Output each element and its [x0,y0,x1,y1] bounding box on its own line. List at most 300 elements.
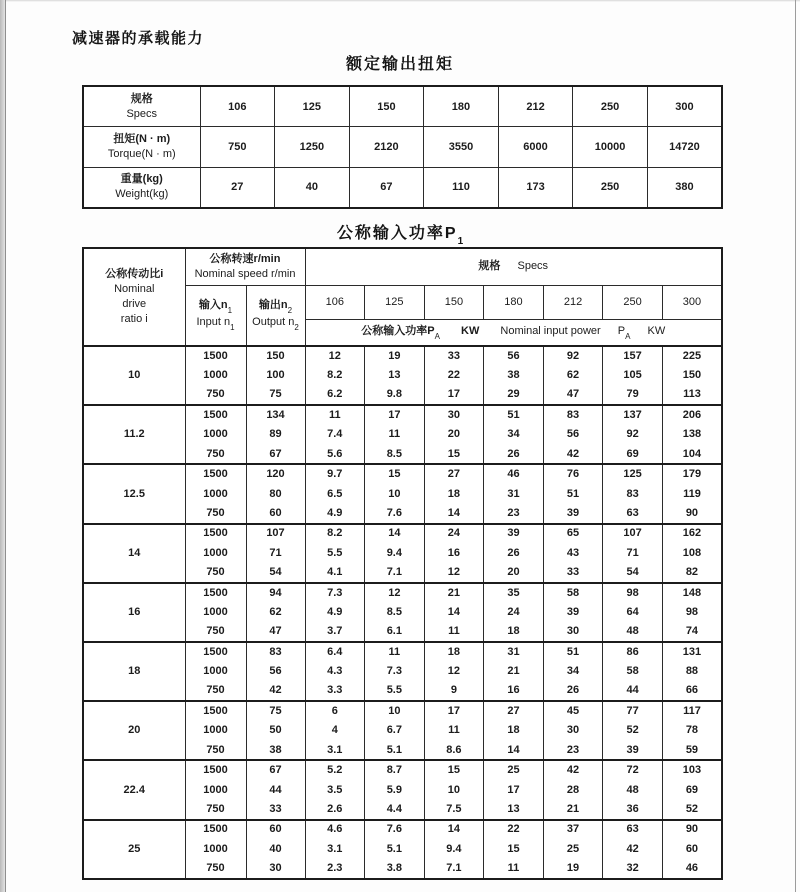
power-value-cell: 52 [662,800,722,820]
power-value-cell: 131 [662,642,722,662]
power-value-cell: 22 [424,366,484,386]
power-table [82,247,723,880]
spec-col-header: 300 [662,285,722,319]
spec-value-cell: 250 [573,167,648,208]
power-value-cell: 6.5 [305,484,365,504]
power-value-cell: 3.8 [365,859,425,879]
power-value-cell: 39 [484,524,544,544]
power-table-body [83,346,722,879]
row-label-zh: 扭矩(N · m) [113,133,171,146]
power-value-cell: 29 [484,385,544,405]
power-value-cell: 7.1 [424,859,484,879]
power-value-cell: 8.6 [424,741,484,761]
power-value-cell: 14 [424,820,484,840]
power-value-cell: 43 [543,543,603,563]
table-row [83,167,722,208]
power-value-cell: 71 [603,543,663,563]
power-value-cell: 4.3 [305,662,365,682]
row-label-zh: 规格 [130,92,153,105]
spec-value-cell: 180 [424,86,499,127]
power-value-cell: 46 [484,464,544,484]
power-value-cell: 3.5 [305,780,365,800]
spec-value-cell: 212 [498,86,573,127]
table-row [83,642,722,662]
power-value-cell: 14 [424,504,484,524]
input-speed-cell: 1000 [185,603,246,623]
spec-value-cell: 14720 [647,127,722,168]
power-value-cell: 2.3 [305,859,365,879]
power-value-cell: 8.7 [365,760,425,780]
spec-value-cell: 67 [349,167,424,208]
power-value-cell: 92 [543,346,603,366]
table-row [83,405,722,425]
power-value-cell: 18 [424,642,484,662]
spec-col-header: 212 [543,285,603,319]
power-value-cell: 33 [424,346,484,366]
power-value-cell: 51 [543,642,603,662]
power-value-cell: 3.1 [305,741,365,761]
table-row [83,583,722,603]
output-speed-cell: 100 [246,366,305,386]
power-value-cell: 69 [603,445,663,465]
power-table-title-text: 公称输入功率P [336,225,458,242]
input-speed-cell: 750 [185,741,246,761]
power-value-cell: 17 [424,701,484,721]
output-speed-cell: 47 [246,622,305,642]
power-value-cell: 64 [603,603,663,623]
ratio-cell: 12.5 [83,464,185,523]
row-label-en: Torque(N · m) [107,147,176,160]
table-row [83,346,722,366]
input-speed-cell: 1000 [185,721,246,741]
power-value-cell: 47 [543,385,603,405]
power-value-cell: 7.1 [365,563,425,583]
power-value-cell: 117 [662,701,722,721]
power-value-cell: 44 [603,681,663,701]
output-speed-cell: 89 [246,425,305,445]
power-value-cell: 18 [484,622,544,642]
spec-value-cell: 110 [424,167,499,208]
power-value-cell: 72 [603,760,663,780]
ratio-cell: 25 [83,820,185,879]
power-value-cell: 9.7 [305,464,365,484]
power-value-cell: 58 [603,662,663,682]
power-value-cell: 206 [662,405,722,425]
power-value-cell: 6 [305,701,365,721]
power-value-cell: 82 [662,563,722,583]
power-value-cell: 6.2 [305,385,365,405]
power-value-cell: 12 [424,662,484,682]
power-value-cell: 63 [603,504,663,524]
spec-value-cell: 106 [200,86,275,127]
spec-value-cell: 2120 [349,127,424,168]
power-value-cell: 78 [662,721,722,741]
power-value-cell: 4.1 [305,563,365,583]
power-value-cell: 51 [543,484,603,504]
input-speed-cell: 1000 [185,543,246,563]
power-value-cell: 42 [603,839,663,859]
input-speed-cell: 1500 [185,820,246,840]
ratio-cell: 11.2 [83,405,185,464]
power-value-cell: 10 [424,780,484,800]
power-value-cell: 103 [662,760,722,780]
output-speed-cell: 42 [246,681,305,701]
power-value-cell: 5.2 [305,760,365,780]
power-value-cell: 18 [484,721,544,741]
power-value-cell: 19 [365,346,425,366]
power-value-cell: 86 [603,642,663,662]
output-speed-cell: 80 [246,484,305,504]
ratio-cell: 14 [83,524,185,583]
power-value-cell: 21 [543,800,603,820]
power-value-cell: 30 [543,721,603,741]
output-speed-cell: 107 [246,524,305,544]
output-speed-cell: 67 [246,760,305,780]
spec-value-cell: 27 [200,167,275,208]
power-value-cell: 15 [484,839,544,859]
spec-value-cell: 1250 [275,127,350,168]
page-edge-right [795,0,796,892]
output-speed-cell: 56 [246,662,305,682]
output-speed-cell: 30 [246,859,305,879]
output-speed-cell: 50 [246,721,305,741]
power-value-cell: 8.2 [305,366,365,386]
output-speed-cell: 83 [246,642,305,662]
power-value-cell: 17 [424,385,484,405]
power-value-cell: 7.3 [305,583,365,603]
power-value-cell: 4.4 [365,800,425,820]
power-value-cell: 83 [603,484,663,504]
ratio-cell: 16 [83,583,185,642]
power-value-cell: 34 [484,425,544,445]
power-value-cell: 30 [424,405,484,425]
power-value-cell: 5.1 [365,839,425,859]
input-speed-cell: 1500 [185,760,246,780]
spec-col-header: 250 [603,285,663,319]
power-value-cell: 92 [603,425,663,445]
spec-col-header: 125 [365,285,425,319]
power-value-cell: 76 [543,464,603,484]
power-value-cell: 119 [662,484,722,504]
input-speed-cell: 750 [185,800,246,820]
power-value-cell: 105 [603,366,663,386]
power-value-cell: 9.4 [365,543,425,563]
power-value-cell: 5.5 [305,543,365,563]
power-value-cell: 98 [603,583,663,603]
power-value-cell: 26 [543,681,603,701]
power-value-cell: 8.5 [365,603,425,623]
input-speed-cell: 1500 [185,583,246,603]
power-value-cell: 16 [424,543,484,563]
output-speed-cell: 67 [246,445,305,465]
output-speed-cell: 94 [246,583,305,603]
power-value-cell: 7.6 [365,820,425,840]
torque-table-body [83,86,722,208]
power-value-cell: 27 [484,701,544,721]
output-speed-cell: 71 [246,543,305,563]
power-value-cell: 7.4 [305,425,365,445]
power-value-cell: 137 [603,405,663,425]
power-value-cell: 13 [484,800,544,820]
power-table-header [83,248,722,346]
power-value-cell: 18 [424,484,484,504]
power-value-cell: 10 [365,701,425,721]
power-value-cell: 98 [662,603,722,623]
power-value-cell: 17 [365,405,425,425]
specs-group-header: 规格 Specs [305,248,722,285]
power-value-cell: 90 [662,820,722,840]
power-value-cell: 162 [662,524,722,544]
power-value-cell: 11 [305,405,365,425]
power-value-cell: 66 [662,681,722,701]
ratio-cell: 22.4 [83,760,185,819]
power-unit-header: 公称输入功率$P_A$ KW Nominal input power $P_A$ KW [305,319,722,346]
power-value-cell: 7.6 [365,504,425,524]
power-value-cell: 52 [603,721,663,741]
table-row [83,127,722,168]
power-value-cell: 42 [543,445,603,465]
power-value-cell: 113 [662,385,722,405]
power-value-cell: 21 [484,662,544,682]
power-value-cell: 79 [603,385,663,405]
output-speed-cell: 75 [246,701,305,721]
power-value-cell: 157 [603,346,663,366]
spec-value-cell: 250 [573,86,648,127]
power-value-cell: 11 [424,622,484,642]
power-value-cell: 14 [365,524,425,544]
power-value-cell: 6.4 [305,642,365,662]
page-edge-top [0,0,800,2]
power-value-cell: 69 [662,780,722,800]
power-value-cell: 15 [424,445,484,465]
power-value-cell: 12 [305,346,365,366]
power-value-cell: 24 [424,524,484,544]
power-value-cell: 9 [424,681,484,701]
input-speed-cell: 750 [185,385,246,405]
speed-column-header: 公称转速r/min Nominal speed r/min [185,248,305,285]
power-value-cell: 107 [603,524,663,544]
output-speed-cell: 33 [246,800,305,820]
power-value-cell: 8.5 [365,445,425,465]
ratio-cell: 20 [83,701,185,760]
power-value-cell: 108 [662,543,722,563]
row-label-zh: 重量(kg) [120,173,163,186]
power-value-cell: 14 [424,603,484,623]
input-speed-cell: 1000 [185,425,246,445]
input-speed-cell: 750 [185,681,246,701]
input-speed-cell: 750 [185,563,246,583]
power-value-cell: 62 [543,366,603,386]
power-value-cell: 11 [365,425,425,445]
power-value-cell: 2.6 [305,800,365,820]
table-row [83,464,722,484]
power-value-cell: 37 [543,820,603,840]
input-speed-cell: 1000 [185,780,246,800]
power-value-cell: 83 [543,405,603,425]
power-value-cell: 25 [484,760,544,780]
power-value-cell: 56 [543,425,603,445]
input-speed-cell: 750 [185,859,246,879]
spec-col-header: 106 [305,285,365,319]
row-label-cell [83,127,200,168]
input-speed-cell: 1000 [185,366,246,386]
power-value-cell: 31 [484,484,544,504]
power-value-cell: 125 [603,464,663,484]
power-value-cell: 42 [543,760,603,780]
spec-col-header: 150 [424,285,484,319]
power-value-cell: 31 [484,642,544,662]
output-speed-cell: 40 [246,839,305,859]
input-speed-cell: 1500 [185,464,246,484]
output-speed-cell: 134 [246,405,305,425]
power-value-cell: 25 [543,839,603,859]
power-value-cell: 5.6 [305,445,365,465]
power-value-cell: 26 [484,543,544,563]
power-value-cell: 138 [662,425,722,445]
power-value-cell: 39 [543,603,603,623]
spec-value-cell: 173 [498,167,573,208]
power-value-cell: 148 [662,583,722,603]
power-value-cell: 6.1 [365,622,425,642]
power-value-cell: 4.9 [305,603,365,623]
power-value-cell: 7.3 [365,662,425,682]
power-value-cell: 51 [484,405,544,425]
power-value-cell: 17 [484,780,544,800]
torque-table-title: 额定输出扭矩 [345,56,454,73]
power-value-cell: 74 [662,622,722,642]
power-value-cell: 150 [662,366,722,386]
power-value-cell: 46 [662,859,722,879]
power-value-cell: 5.9 [365,780,425,800]
power-value-cell: 30 [543,622,603,642]
row-label-en: Weight(kg) [115,188,169,201]
power-value-cell: 3.7 [305,622,365,642]
power-value-cell: 12 [365,583,425,603]
power-value-cell: 26 [484,445,544,465]
power-value-cell: 38 [484,366,544,386]
torque-table [82,85,723,209]
power-value-cell: 15 [365,464,425,484]
input-speed-cell: 750 [185,504,246,524]
input-speed-cell: 1000 [185,484,246,504]
input-speed-cell: 1500 [185,346,246,366]
power-value-cell: 34 [543,662,603,682]
ratio-cell: 10 [83,346,185,405]
power-value-cell: 24 [484,603,544,623]
page-edge-left [0,0,6,892]
power-value-cell: 88 [662,662,722,682]
power-value-cell: 48 [603,622,663,642]
row-label-cell [83,167,200,208]
power-value-cell: 19 [543,859,603,879]
spec-value-cell: 40 [275,167,350,208]
row-label-cell [83,86,200,127]
power-value-cell: 48 [603,780,663,800]
power-value-cell: 20 [484,563,544,583]
power-value-cell: 39 [543,504,603,524]
table-row [83,701,722,721]
power-value-cell: 65 [543,524,603,544]
power-value-cell: 11 [424,721,484,741]
power-value-cell: 12 [424,563,484,583]
output-speed-cell: 120 [246,464,305,484]
input-speed-cell: 1500 [185,405,246,425]
power-table-title [0,220,800,248]
spec-value-cell: 380 [647,167,722,208]
spec-value-cell: 300 [647,86,722,127]
output-speed-cell: 44 [246,780,305,800]
power-value-cell: 225 [662,346,722,366]
input-speed-cell: 750 [185,622,246,642]
spec-value-cell: 3550 [424,127,499,168]
power-value-cell: 77 [603,701,663,721]
power-value-cell: 23 [484,504,544,524]
input-speed-cell: 1500 [185,701,246,721]
power-value-cell: 7.5 [424,800,484,820]
power-value-cell: 23 [543,741,603,761]
power-value-cell: 58 [543,583,603,603]
power-value-cell: 4.9 [305,504,365,524]
power-value-cell: 8.2 [305,524,365,544]
output-speed-cell: 38 [246,741,305,761]
output-speed-cell: 60 [246,504,305,524]
input-speed-cell: 1500 [185,642,246,662]
power-value-cell: 27 [424,464,484,484]
input-speed-cell: 750 [185,445,246,465]
power-value-cell: 20 [424,425,484,445]
output-speed-cell: 62 [246,603,305,623]
table-row [83,760,722,780]
spec-value-cell: 10000 [573,127,648,168]
row-label-en: Specs [126,107,158,120]
power-value-cell: 104 [662,445,722,465]
spec-value-cell: 6000 [498,127,573,168]
output-speed-cell: 54 [246,563,305,583]
power-value-cell: 35 [484,583,544,603]
power-value-cell: 11 [365,642,425,662]
power-value-cell: 21 [424,583,484,603]
table-row [83,86,722,127]
spec-value-cell: 125 [275,86,350,127]
input-speed-cell: 1000 [185,662,246,682]
spec-value-cell: 150 [349,86,424,127]
power-value-cell: 3.1 [305,839,365,859]
power-value-cell: 63 [603,820,663,840]
power-value-cell: 90 [662,504,722,524]
power-value-cell: 179 [662,464,722,484]
power-value-cell: 6.7 [365,721,425,741]
spec-value-cell: 750 [200,127,275,168]
power-value-cell: 13 [365,366,425,386]
power-value-cell: 45 [543,701,603,721]
input-speed-header: 输入$n_1$ Input $n_1$ [185,285,246,346]
output-speed-cell: 60 [246,820,305,840]
power-value-cell: 59 [662,741,722,761]
power-value-cell: 16 [484,681,544,701]
power-value-cell: 33 [543,563,603,583]
power-value-cell: 32 [603,859,663,879]
power-value-cell: 22 [484,820,544,840]
power-value-cell: 5.5 [365,681,425,701]
power-value-cell: 36 [603,800,663,820]
page-title: 减速器的承载能力 [72,30,205,47]
ratio-cell: 18 [83,642,185,701]
power-value-cell: 4.6 [305,820,365,840]
output-speed-header: 输出$n_2$ Output $n_2$ [246,285,305,346]
power-value-cell: 9.8 [365,385,425,405]
table-row [83,820,722,840]
power-value-cell: 15 [424,760,484,780]
